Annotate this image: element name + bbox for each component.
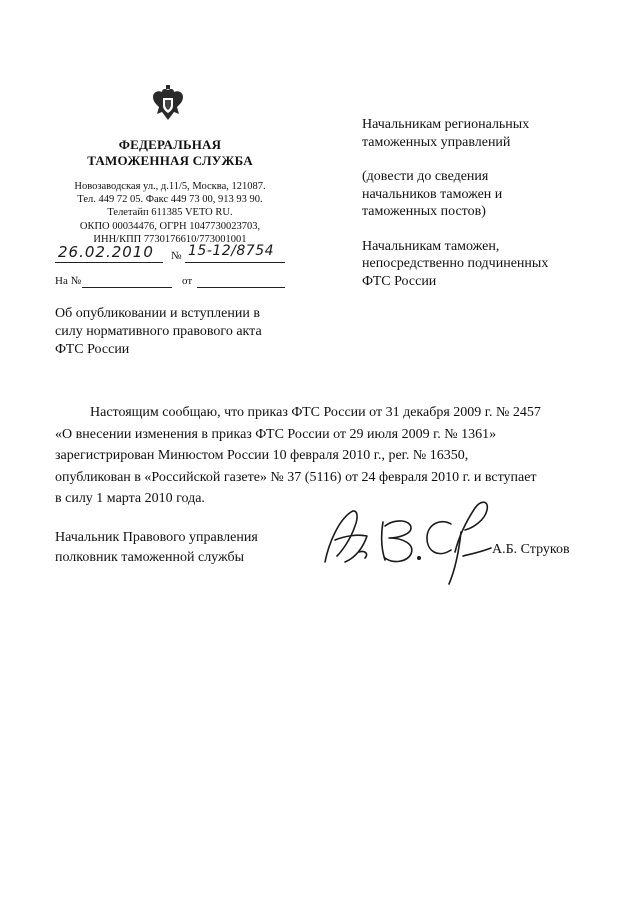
registration-line	[55, 243, 285, 269]
body-line2: «О внесении изменения в приказ ФТС России от 29 июля 2009 г. № 1361»	[55, 426, 497, 442]
agency-contacts	[55, 180, 285, 246]
spacer	[362, 221, 602, 238]
addressee1-line2: таможенных управлений	[362, 134, 511, 150]
reference-date-underline	[197, 287, 285, 288]
registration-number-underline	[185, 262, 285, 263]
spacer	[362, 151, 602, 168]
addressee2-line2: непосредственно подчиненных	[362, 256, 549, 271]
registration-number-label: №	[171, 250, 182, 262]
subject-line3: ФТС России	[55, 342, 130, 357]
agency-inn-kpp: ИНН/КПП 7730176610/773001001	[93, 233, 247, 245]
letter-subject	[55, 305, 285, 359]
signer-position-line1: Начальник Правового управления	[55, 530, 258, 545]
reference-number-label: На №	[55, 275, 82, 287]
agency-name-line1: ФЕДЕРАЛЬНАЯ	[118, 137, 222, 152]
signer-position-line2: полковник таможенной службы	[55, 550, 245, 565]
agency-okpo-ogrn: ОКПО 00034476, ОГРН 1047730023703,	[79, 220, 261, 232]
agency-teletype: Телетайп 611385 VETO RU.	[107, 207, 233, 219]
addressee-note-line3: таможенных постов)	[362, 204, 486, 219]
russian-coat-of-arms-icon	[148, 84, 188, 124]
agency-name	[55, 137, 285, 169]
handwritten-signature	[315, 492, 505, 592]
body-line1: Настоящим сообщаю, что приказ ФТС России от 31 декабря 2009 г. № 2457	[90, 405, 541, 420]
reference-number-underline	[82, 287, 172, 288]
addressee1-line1: Начальникам региональных	[362, 117, 530, 132]
addressee-note-line1: (довести до сведения	[362, 169, 489, 184]
agency-phone-fax: Тел. 449 72 05. Факс 449 73 00, 913 93 90.	[77, 194, 263, 206]
subject-line2: силу нормативного правового акта	[55, 324, 262, 339]
agency-name-line2: ТАМОЖЕННАЯ СЛУЖБА	[87, 153, 253, 168]
reference-line	[55, 275, 285, 295]
addressee-note-line2: начальников таможен и	[362, 186, 503, 202]
registration-date: 26.02.2010	[58, 243, 154, 261]
addressee2-line1: Начальникам таможен,	[362, 238, 500, 254]
signer-name: А.Б. Струков	[492, 542, 570, 557]
reference-from-label: от	[182, 275, 193, 287]
body-line3: зарегистрирован Минюстом России 10 февраля 2010 г., рег. № 16350,	[55, 448, 469, 463]
addressee2-line3: ФТС России	[362, 273, 437, 289]
registration-number: 15-12/8754	[188, 243, 275, 259]
registration-date-underline	[55, 262, 163, 263]
agency-address: Новозаводская ул., д.11/5, Москва, 121087.	[74, 181, 266, 192]
addressees	[362, 116, 602, 290]
signer-position	[55, 528, 305, 568]
body-line4: опубликован в «Российской газете» № 37 (5116) от 24 февраля 2010 г. и вступает	[55, 469, 537, 485]
subject-line1: Об опубликовании и вступлении в	[55, 306, 260, 321]
body-line5: в силу 1 марта 2010 года.	[55, 491, 205, 506]
